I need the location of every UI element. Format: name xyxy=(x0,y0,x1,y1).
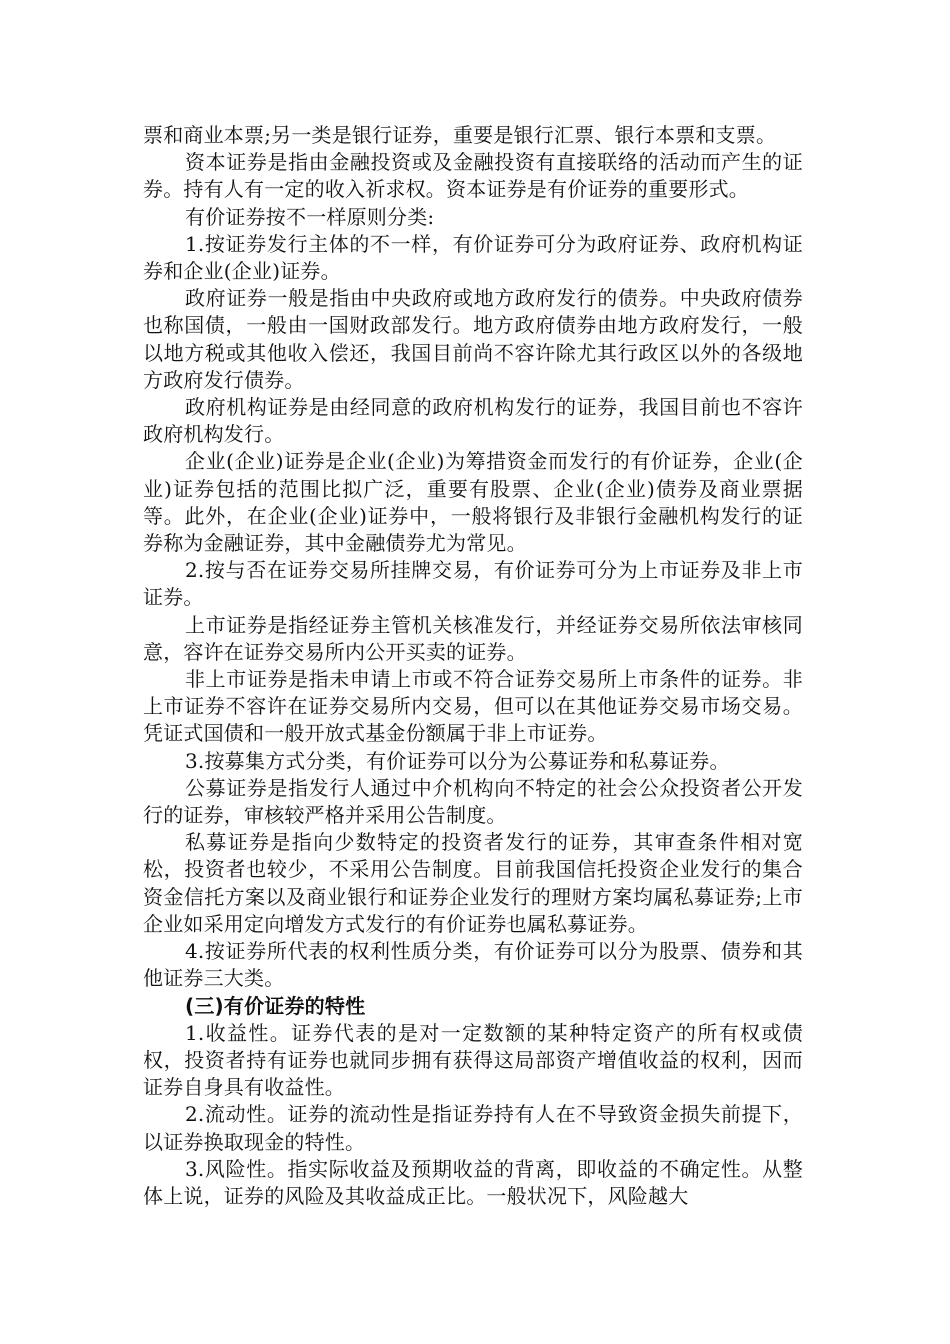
paragraph-1: 票和商业本票;另一类是银行证券，重要是银行汇票、银行本票和支票。 xyxy=(143,123,777,147)
paragraph-7: 企业(企业)证券是企业(企业)为筹措资金而发行的有价证券，企业(企业)证券包括的范围比拟广泛，重要有股票、企业(企业)债券及商业票据等。此外，在企业(企业)证券中，一般将银行及非银行金融机构发行的证券称为金融证券，其中金融债券尤为常见。 xyxy=(143,449,803,556)
paragraph-14: 4.按证券所代表的权利性质分类，有价证券可以分为股票、债券和其他证券三大类。 xyxy=(143,939,803,991)
document-page xyxy=(143,122,803,1210)
paragraph-13: 私募证券是指向少数特定的投资者发行的证券，其审查条件相对宽松，投资者也较少，不采用公告制度。目前我国信托投资企业发行的集合资金信托方案以及商业银行和证券企业发行的理财方案均属私募证券;上市企业如采用定向增发方式发行的有价证券也属私募证券。 xyxy=(143,830,803,936)
paragraph-15: 1.收益性。证券代表的是对一定数额的某种特定资产的所有权或债权，投资者持有证券也就同步拥有获得这局部资产增值收益的权利，因而证券自身具有收益性。 xyxy=(143,1020,803,1100)
paragraph-17: 3.风险性。指实际收益及预期收益的背离，即收益的不确定性。从整体上说，证券的风险及其收益成正比。一般状况下，风险越大 xyxy=(143,1156,803,1208)
paragraph-6: 政府机构证券是由经同意的政府机构发行的证券，我国目前也不容许政府机构发行。 xyxy=(143,395,803,447)
paragraph-12: 公募证券是指发行人通过中介机构向不特定的社会公众投资者公开发行的证券，审核较严格并采用公告制度。 xyxy=(143,775,803,828)
paragraph-4: 1.按证券发行主体的不一样，有价证券可分为政府证券、政府机构证券和企业(企业)证券。 xyxy=(143,231,803,284)
paragraph-8: 2.按与否在证券交易所挂牌交易，有价证券可分为上市证券及非上市证券。 xyxy=(143,558,803,610)
section-heading: (三)有价证券的特性 xyxy=(185,993,366,1018)
paragraph-3: 有价证券按不一样原则分类: xyxy=(185,204,435,229)
paragraph-2: 资本证券是指由金融投资或及金融投资有直接联络的活动而产生的证券。持有人有一定的收入祈求权。资本证券是有价证券的重要形式。 xyxy=(143,150,803,202)
paragraph-16: 2.流动性。证券的流动性是指证券持有人在不导致资金损失前提下，以证券换取现金的特性。 xyxy=(143,1102,803,1154)
paragraph-5: 政府证券一般是指由中央政府或地方政府发行的债券。中央政府债券也称国债，一般由一国财政部发行。地方政府债券由地方政府发行，一般以地方税或其他收入偿还，我国目前尚不容许除尤其行政区以外的各级地方政府发行债券。 xyxy=(143,286,803,392)
paragraph-9: 上市证券是指经证券主管机关核准发行，并经证券交易所依法审核同意，容许在证券交易所内公开买卖的证券。 xyxy=(143,612,803,664)
paragraph-10: 非上市证券是指未申请上市或不符合证券交易所上市条件的证券。非上市证券不容许在证券交易所内交易，但可以在其他证券交易市场交易。凭证式国债和一般开放式基金份额属于非上市证券。 xyxy=(143,667,803,746)
paragraph-11: 3.按募集方式分类，有价证券可以分为公募证券和私募证券。 xyxy=(185,748,730,773)
